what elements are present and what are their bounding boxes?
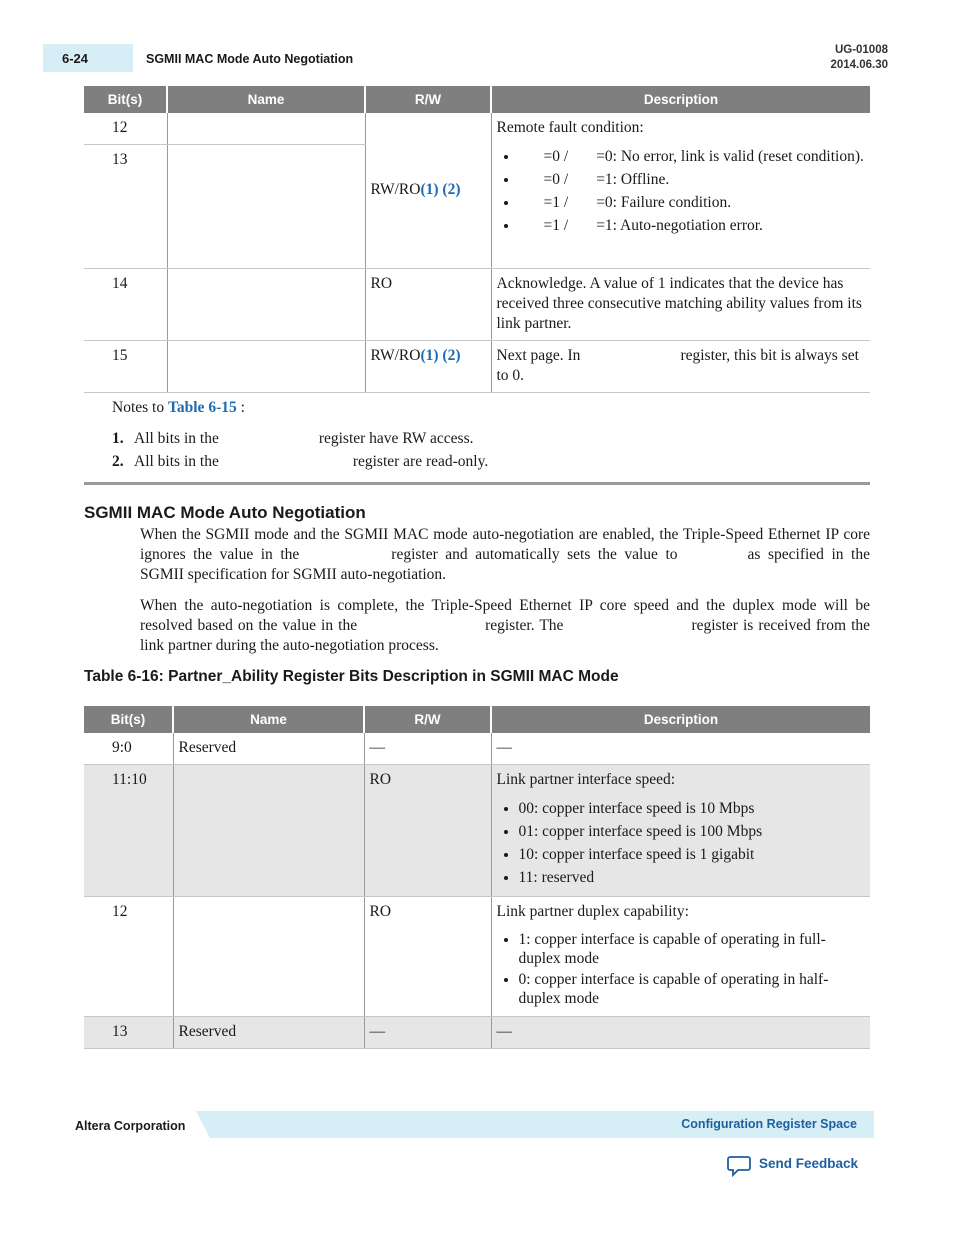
cell-bit: 12 — [84, 897, 173, 1017]
bullet-list — [497, 146, 866, 236]
note-1-link[interactable]: (1) — [420, 347, 439, 364]
cell-rw: — — [364, 1017, 491, 1049]
col-description: Description — [491, 86, 870, 113]
cell-rw: RO — [365, 269, 491, 341]
bullet-list — [497, 798, 866, 888]
cell-name: Reserved — [173, 1017, 364, 1049]
list-item: • =1 / =1: Auto-negotiation error. — [519, 215, 866, 236]
cell-description — [491, 897, 870, 1017]
cell-bit: 14 — [84, 269, 167, 341]
description-text: Remote fault condition: — [496, 119, 644, 136]
list-item: • 00: copper interface speed is 10 Mbps — [519, 798, 866, 819]
cell-name — [167, 269, 365, 341]
cell-rw: RO — [364, 897, 491, 1017]
cell-bit: 12 — [84, 113, 167, 145]
cell-bit: 9:0 — [84, 733, 173, 765]
cell-rw — [365, 113, 491, 269]
cell-rw — [365, 341, 491, 393]
note-1-link[interactable]: (1) — [420, 181, 439, 198]
doc-date: 2014.06.30 — [830, 59, 888, 71]
cell-name: Reserved — [173, 733, 364, 765]
note-item: 1. All bits in the register have RW access. — [112, 430, 474, 447]
cell-description — [491, 765, 870, 897]
list-item: • 1: copper interface is capable of operating in full-duplex mode — [519, 930, 866, 968]
cell-description: Acknowledge. A value of 1 indicates that the device has received three consecutive matching ability values from its link partner. — [491, 269, 870, 341]
footer-section-link[interactable]: Configuration Register Space — [681, 1117, 857, 1131]
rw-value: RW/RO — [370, 181, 421, 198]
table-row — [84, 113, 870, 145]
body-paragraph: When the SGMII mode and the SGMII MAC mode auto-negotiation are enabled, the Triple-Speed Ethernet IP core ignores the value in the register and automatically sets the value to as specified in the SGMII specification for SGMII auto-negotiation. — [140, 526, 870, 583]
table-row — [84, 733, 870, 765]
col-bits: Bit(s) — [84, 86, 167, 113]
table-notes — [84, 396, 870, 485]
table-row — [84, 269, 870, 341]
body-paragraph: When the auto-negotiation is complete, the Triple-Speed Ethernet IP core speed and the duplex mode will be resolved based on the value in the register. The register is received from the link partner during the auto-negotiation process. — [140, 597, 871, 654]
cell-name — [167, 113, 365, 145]
footer-company: Altera Corporation — [75, 1119, 186, 1133]
note-item: 2. All bits in the register are read-only. — [112, 453, 489, 470]
doc-id: UG-01008 — [834, 44, 888, 56]
cell-description: Next page. In register, this bit is always set to 0. — [491, 341, 870, 393]
col-description: Description — [491, 706, 870, 733]
header-section-title: SGMII MAC Mode Auto Negotiation — [146, 52, 354, 66]
cell-name — [167, 145, 365, 269]
cell-description: — — [491, 1017, 870, 1049]
cell-description: — — [491, 733, 870, 765]
col-bits: Bit(s) — [84, 706, 173, 733]
list-item: • 10: copper interface speed is 1 gigabit — [519, 844, 866, 865]
cell-bit: 13 — [84, 145, 167, 269]
cell-rw: — — [364, 733, 491, 765]
cell-rw: RO — [364, 765, 491, 897]
list-item: • =0 / =0: No error, link is valid (reset condition). — [519, 146, 866, 167]
send-feedback-label: Send Feedback — [759, 1156, 859, 1171]
section-heading: SGMII MAC Mode Auto Negotiation — [84, 503, 366, 522]
description-text: Link partner duplex capability: — [496, 903, 689, 920]
table-row — [84, 897, 870, 1017]
partner-ability-table — [84, 706, 870, 1049]
cell-name — [173, 897, 364, 1017]
rw-value: RW/RO — [370, 347, 421, 364]
list-item: • 0: copper interface is capable of operating in half-duplex mode — [519, 970, 866, 1008]
table-row — [84, 765, 870, 897]
cell-name — [173, 765, 364, 897]
register-table-continued — [84, 86, 870, 393]
col-rw: R/W — [365, 86, 491, 113]
note-2-link[interactable]: (2) — [442, 181, 461, 198]
col-name: Name — [167, 86, 365, 113]
table-caption: Table 6-16: Partner_Ability Register Bits Description in SGMII MAC Mode — [84, 668, 619, 685]
notes-title: Notes to Table 6-15 : — [112, 399, 245, 416]
doc-info — [830, 43, 888, 73]
cell-bit: 13 — [84, 1017, 173, 1049]
note-2-link[interactable]: (2) — [442, 347, 461, 364]
col-rw: R/W — [364, 706, 491, 733]
cell-description — [491, 113, 870, 269]
col-name: Name — [173, 706, 364, 733]
list-item: • 01: copper interface speed is 100 Mbps — [519, 821, 866, 842]
list-item: • =1 / =0: Failure condition. — [519, 192, 866, 213]
speech-bubble-icon — [727, 1155, 751, 1177]
bullet-list — [497, 930, 866, 1008]
table-row — [84, 341, 870, 393]
description-text: Link partner interface speed: — [496, 771, 676, 788]
cell-name — [167, 341, 365, 393]
cell-bit: 11:10 — [84, 765, 173, 897]
list-item: • =0 / =1: Offline. — [519, 169, 866, 190]
cell-bit: 15 — [84, 341, 167, 393]
table-6-15-link[interactable]: Table 6-15 — [167, 399, 237, 416]
table-row — [84, 1017, 870, 1049]
list-item: • 11: reserved — [519, 867, 866, 888]
page-number: 6-24 — [62, 51, 89, 66]
